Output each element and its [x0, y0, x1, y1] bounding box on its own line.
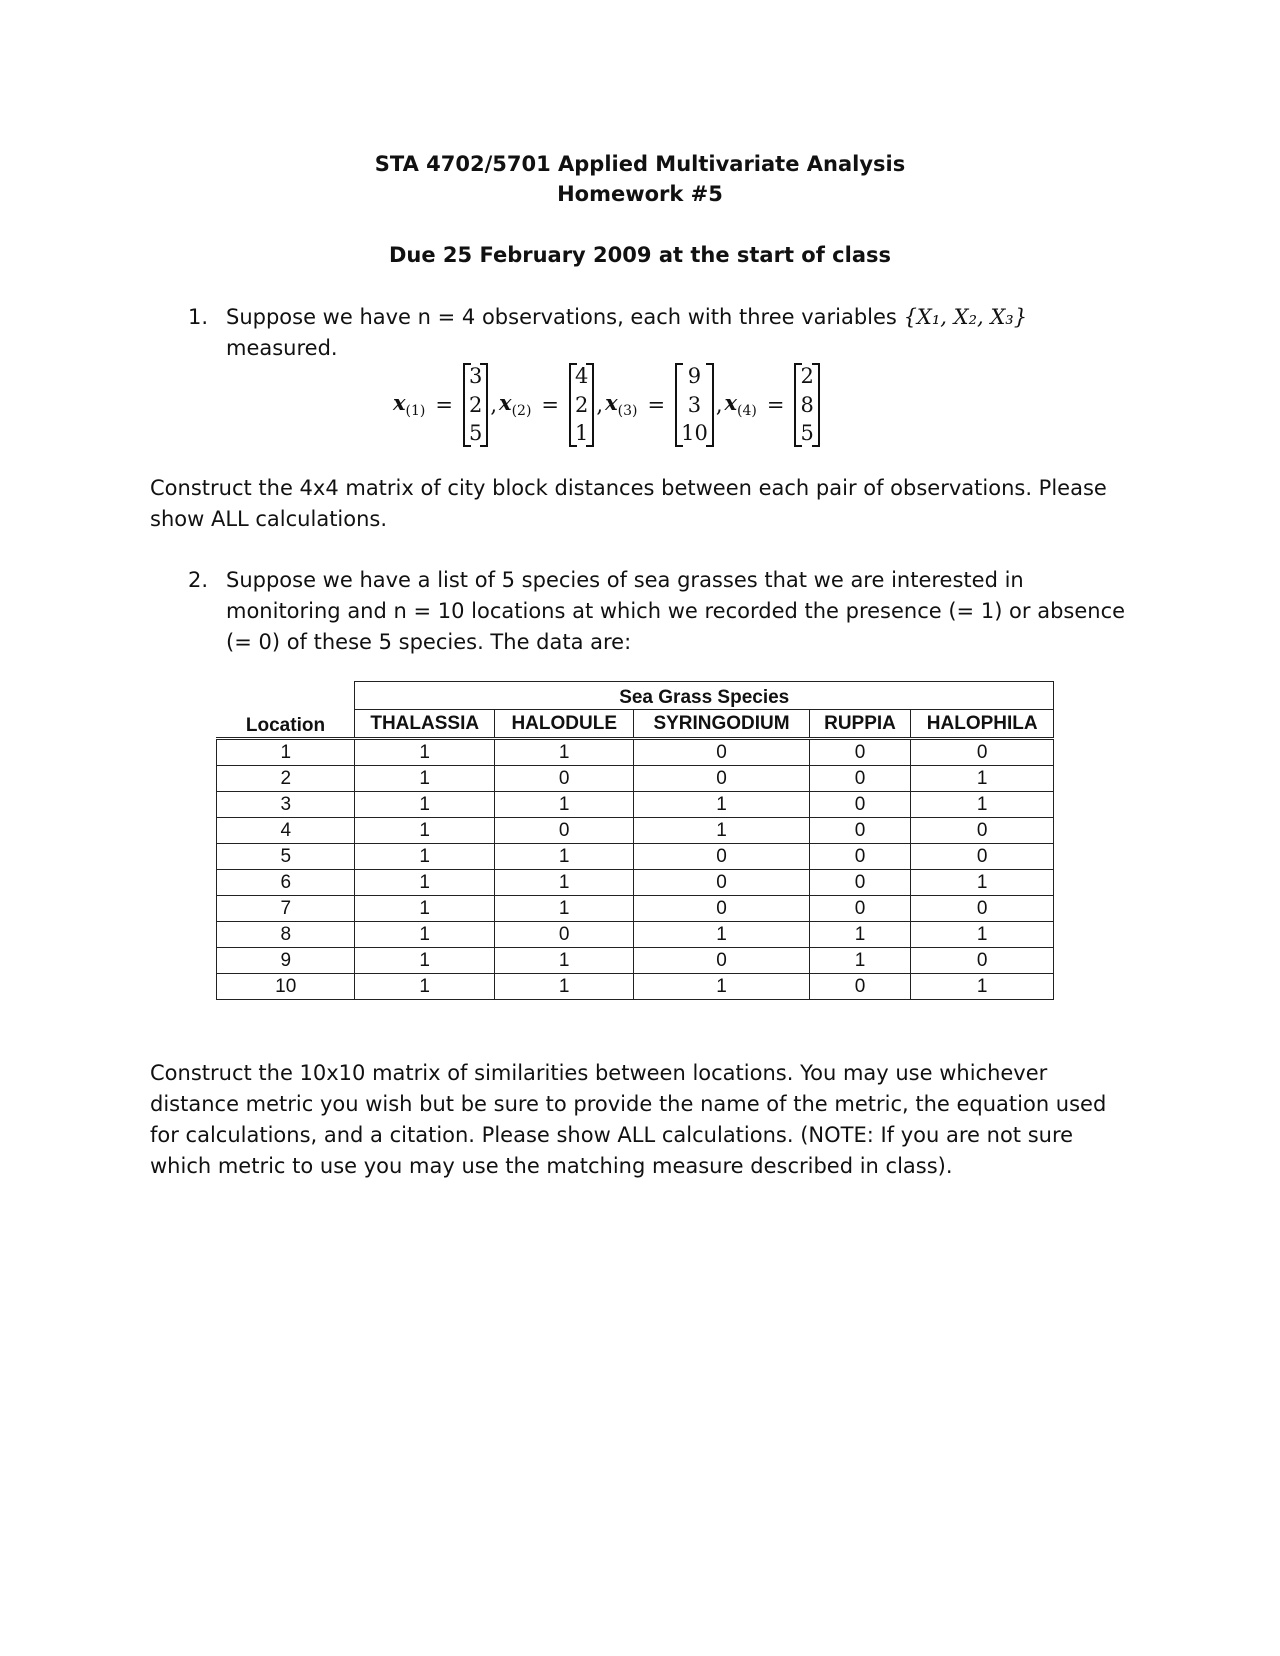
vector-4-value: 8 — [800, 392, 814, 417]
table-cell: 0 — [634, 844, 809, 870]
table-row — [217, 948, 1054, 974]
column-header: RUPPIA — [809, 710, 911, 739]
location-cell: 8 — [217, 922, 355, 948]
vector-3-value: 9 — [687, 364, 702, 388]
table-cell: 1 — [494, 792, 634, 818]
vector-4-value: 5 — [800, 421, 814, 445]
table-cell: 0 — [634, 766, 809, 792]
location-cell: 9 — [217, 948, 355, 974]
table-cell: 0 — [494, 766, 634, 792]
question-1-text — [226, 302, 1136, 364]
table-body — [217, 739, 1054, 1000]
location-header: Location — [217, 682, 355, 739]
table-cell: 0 — [809, 844, 911, 870]
table-row — [217, 792, 1054, 818]
table-row — [217, 818, 1054, 844]
table-row — [217, 870, 1054, 896]
vector-1-value: 2 — [468, 392, 483, 417]
question-2-text: Suppose we have a list of 5 species of sea grasses that we are interested in monitoring and n = 10 locations at which we recorded the presence (= 1) or absence (= 0) of these 5 species. The data are: — [226, 568, 1126, 654]
question-1-text-before: Suppose we have n = 4 observations, each with three variables — [226, 305, 904, 329]
table-cell: 0 — [634, 739, 809, 766]
vector-1-name: $x_{(1)}$ — [393, 390, 426, 420]
table-row — [217, 739, 1054, 766]
table-cell: 0 — [911, 948, 1054, 974]
table-cell: 1 — [494, 844, 634, 870]
table-cell: 0 — [809, 792, 911, 818]
location-cell: 1 — [217, 739, 355, 766]
table-cell: 0 — [809, 739, 911, 766]
vector-2-value: 2 — [575, 392, 589, 417]
vector-1 — [463, 363, 488, 447]
question-2-number: 2. — [188, 568, 209, 592]
table-cell: 1 — [355, 844, 495, 870]
location-cell: 7 — [217, 896, 355, 922]
vector-1-value: 5 — [468, 421, 483, 445]
homework-title: Homework #5 — [557, 182, 723, 206]
table-cell: 1 — [911, 792, 1054, 818]
location-cell: 3 — [217, 792, 355, 818]
table-cell: 1 — [355, 896, 495, 922]
question-1-instruction: Construct the 4x4 matrix of city block distances between each pair of observations. Please show ALL calculations. — [150, 476, 1107, 531]
table-cell: 1 — [911, 766, 1054, 792]
vector-4-value: 2 — [800, 364, 814, 388]
vector-3-name: $x_{(3)}$ — [605, 390, 638, 420]
vector-2 — [569, 363, 594, 447]
table-cell: 0 — [809, 818, 911, 844]
table-cell: 0 — [634, 948, 809, 974]
table-cell: 1 — [634, 792, 809, 818]
location-cell: 6 — [217, 870, 355, 896]
vector-2-value: 1 — [575, 421, 589, 445]
location-cell: 10 — [217, 974, 355, 1000]
table-cell: 1 — [911, 870, 1054, 896]
table-cell: 0 — [634, 870, 809, 896]
table-cell: 1 — [911, 922, 1054, 948]
column-header: SYRINGODIUM — [634, 710, 809, 739]
column-header: HALOPHILA — [911, 710, 1054, 739]
table-cell: 1 — [355, 766, 495, 792]
location-cell: 2 — [217, 766, 355, 792]
table-cell: 0 — [494, 818, 634, 844]
table-row — [217, 844, 1054, 870]
vector-3-value: 10 — [681, 421, 708, 445]
vector-3-value: 3 — [687, 392, 702, 417]
table-cell: 1 — [355, 739, 495, 766]
vector-1-value: 3 — [468, 364, 483, 388]
vector-3 — [675, 363, 714, 447]
vector-4-name: $x_{(4)}$ — [724, 390, 757, 420]
table-cell: 0 — [911, 739, 1054, 766]
table-cell: 0 — [809, 766, 911, 792]
table-cell: 1 — [494, 896, 634, 922]
vector-2-name: $x_{(2)}$ — [499, 390, 532, 420]
column-header: HALODULE — [494, 710, 634, 739]
table-cell: 1 — [494, 739, 634, 766]
table-cell: 0 — [809, 870, 911, 896]
location-cell: 4 — [217, 818, 355, 844]
column-header: THALASSIA — [355, 710, 495, 739]
table-cell: 1 — [911, 974, 1054, 1000]
sea-grass-table — [216, 681, 1054, 1000]
table-cell: 1 — [355, 818, 495, 844]
observation-vectors: $x_{(1)}$ = 3 2 5 , $x_{(2)}$ = 4 2 1 , $x_{(3)}$ = 9 3 10 , $x_{(4)}$ = 2 8 5 — [393, 360, 820, 450]
table-cell: 1 — [494, 974, 634, 1000]
table-cell: 0 — [634, 896, 809, 922]
table-cell: 1 — [809, 948, 911, 974]
variables-set: {X₁, X₂, X₃} — [903, 305, 1028, 329]
table-cell: 1 — [355, 974, 495, 1000]
vector-4 — [794, 363, 819, 447]
table-cell: 1 — [634, 818, 809, 844]
table-cell: 1 — [634, 922, 809, 948]
table-cell: 0 — [809, 896, 911, 922]
table-cell: 1 — [634, 974, 809, 1000]
table-row — [217, 896, 1054, 922]
table-cell: 0 — [911, 818, 1054, 844]
location-cell: 5 — [217, 844, 355, 870]
table-cell: 0 — [809, 974, 911, 1000]
due-date: Due 25 February 2009 at the start of class — [388, 243, 891, 267]
group-header: Sea Grass Species — [355, 682, 1054, 710]
question-2-instruction: Construct the 10x10 matrix of similarities between locations. You may use whichever distance metric you wish but be sure to provide the name of the metric, the equation used for calculations, and a citation. Please show ALL calculations. (NOTE: If you are not sure which metric to use you may use the matching measure described in class). — [150, 1061, 1107, 1178]
course-title: STA 4702/5701 Applied Multivariate Analysis — [374, 152, 906, 176]
table-cell: 1 — [355, 948, 495, 974]
table-row — [217, 974, 1054, 1000]
table-cell: 0 — [911, 844, 1054, 870]
table-cell: 1 — [355, 922, 495, 948]
table-row — [217, 766, 1054, 792]
table-cell: 1 — [355, 792, 495, 818]
table-cell: 1 — [494, 948, 634, 974]
table-cell: 0 — [911, 896, 1054, 922]
table-cell: 1 — [355, 870, 495, 896]
vector-2-value: 4 — [575, 364, 589, 388]
table-cell: 1 — [809, 922, 911, 948]
table-cell: 0 — [494, 922, 634, 948]
table-cell: 1 — [494, 870, 634, 896]
question-1-text-after: measured. — [226, 336, 338, 360]
table-row — [217, 922, 1054, 948]
question-1-number: 1. — [188, 305, 209, 329]
